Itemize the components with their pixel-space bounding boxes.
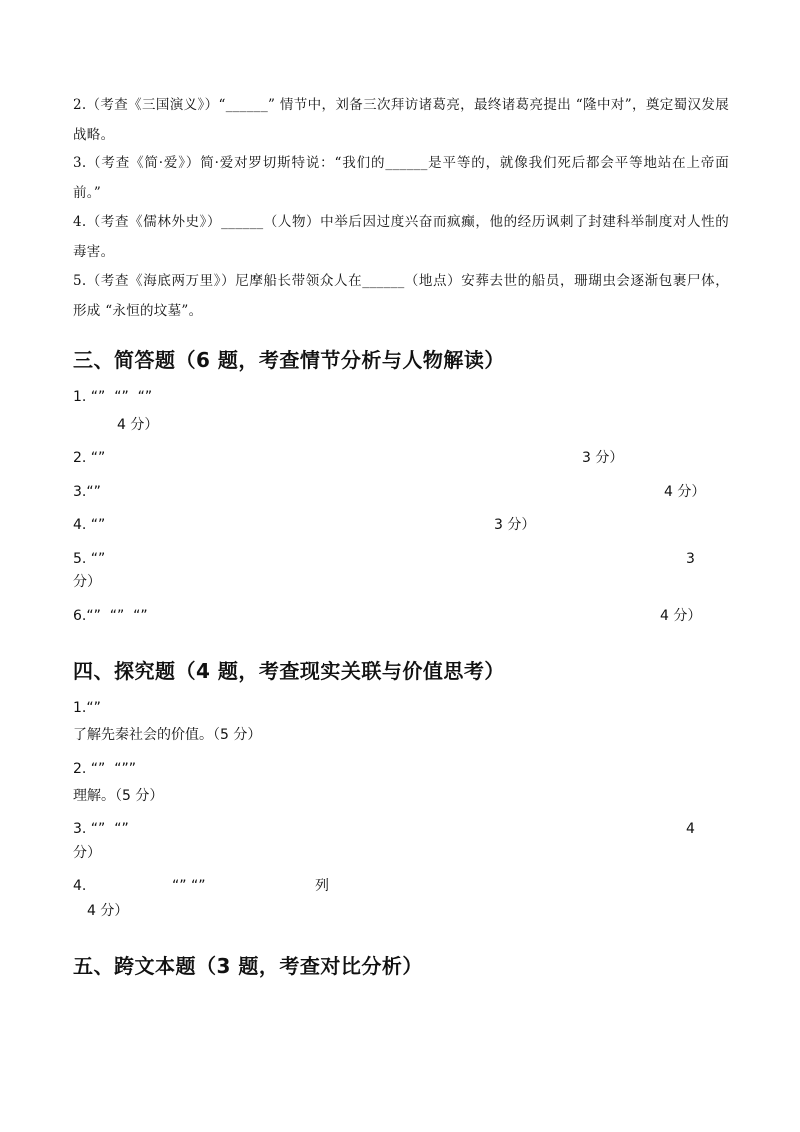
section-4-heading: 四、探究题（4 题，考查现实关联与价值思考）	[73, 659, 505, 683]
inquiry-4-number: 4.	[73, 878, 87, 894]
fill-in-item-2: 2.（考查《三国演义》）“______” 情节中，刘备三次拜访诸葛亮，最终诸葛亮提出 “隆中对”，奠定蜀汉发展战略。	[73, 97, 729, 143]
short-answer-5-score-number: 3	[686, 551, 695, 567]
inquiry-4-fragment: 列	[315, 878, 329, 894]
inquiry-2-line: 2. “” “””	[73, 761, 136, 777]
inquiry-4-quotes: “” “”	[172, 878, 206, 894]
inquiry-1-tail: 了解先秦社会的价值。（5 分）	[73, 727, 262, 743]
fill-in-item-5: 5.（考查《海底两万里》）尼摩船长带领众人在______（地点）安葬去世的船员，珊瑚虫会逐渐包裹尸体，形成 “永恒的坟墓”。	[73, 273, 729, 319]
short-answer-1-line: 1. “” “” “”	[73, 389, 153, 405]
inquiry-4-score: 4 分）	[87, 903, 129, 919]
short-answer-1-score: 4 分）	[117, 417, 159, 433]
short-answer-3-score: 4 分）	[664, 484, 706, 500]
short-answer-5-score-unit: 分）	[73, 574, 101, 590]
short-answer-4-line: 4. “”	[73, 517, 106, 533]
short-answer-6-line: 6.“” “” “”	[73, 608, 148, 624]
short-answer-2-score: 3 分）	[582, 450, 624, 466]
inquiry-3-score-unit: 分）	[73, 845, 101, 861]
short-answer-4-score: 3 分）	[494, 517, 536, 533]
section-3-heading: 三、简答题（6 题，考查情节分析与人物解读）	[73, 348, 505, 372]
fill-in-item-3: 3.（考查《简·爱》）简·爱对罗切斯特说：“我们的______是平等的，就像我们死后都会平等地站在上帝面前。”	[73, 155, 729, 201]
inquiry-2-tail: 理解。（5 分）	[73, 788, 164, 804]
section-5-heading: 五、跨文本题（3 题，考查对比分析）	[73, 954, 423, 978]
inquiry-1-line: 1.“”	[73, 700, 101, 716]
short-answer-6-score: 4 分）	[660, 608, 702, 624]
short-answer-2-line: 2. “”	[73, 450, 106, 466]
inquiry-3-line: 3. “” “”	[73, 821, 129, 837]
fill-in-item-4: 4.（考查《儒林外史》）______（人物）中举后因过度兴奋而疯癫，他的经历讽刺了封建科举制度对人性的毒害。	[73, 214, 729, 260]
short-answer-3-line: 3.“”	[73, 484, 101, 500]
short-answer-5-line: 5. “”	[73, 551, 106, 567]
inquiry-3-score-number: 4	[686, 821, 695, 837]
